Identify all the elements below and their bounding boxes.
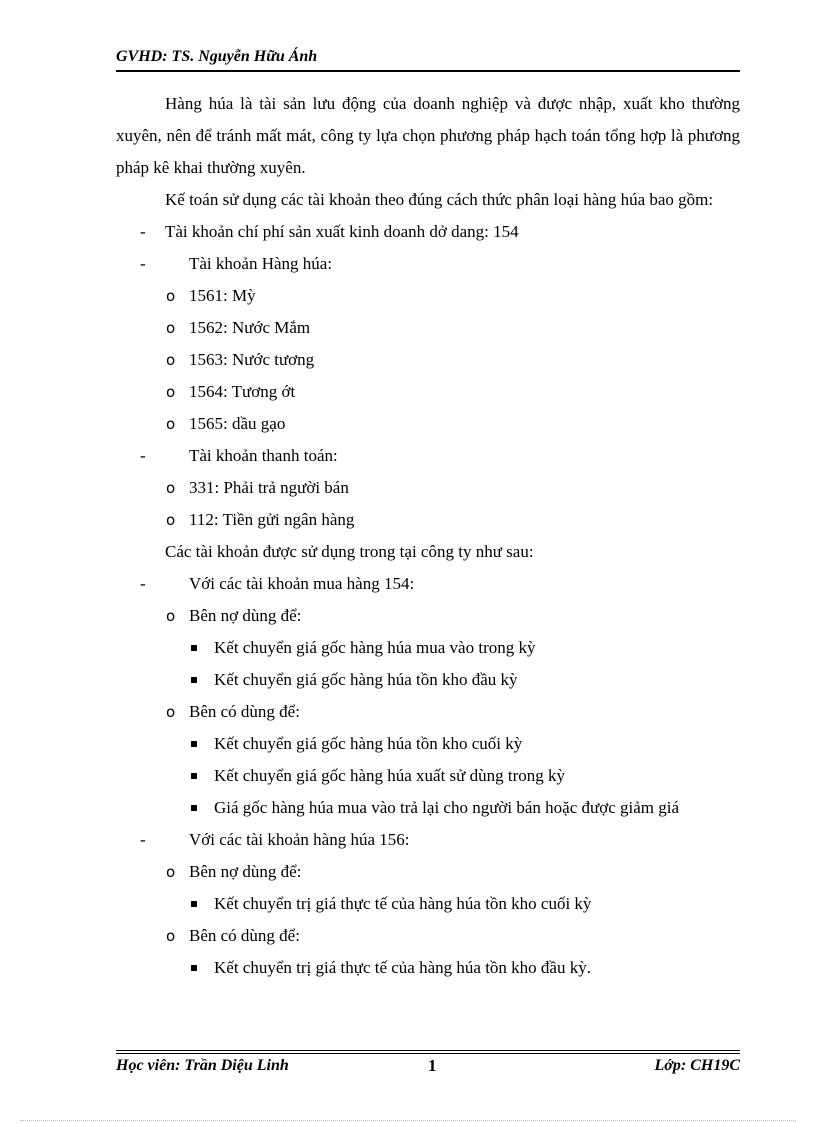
page-edge-divider bbox=[20, 1120, 796, 1121]
footer-rule bbox=[116, 1053, 740, 1054]
circle-bullet: o bbox=[166, 415, 176, 433]
sub-list-item bbox=[116, 376, 740, 408]
paragraph-text: Các tài khoản được sử dụng trong tại công ty như sau: bbox=[165, 542, 534, 561]
header-rule bbox=[116, 70, 740, 72]
square-bullet-icon bbox=[191, 901, 197, 907]
list-item-text: Tài khoản thanh toán: bbox=[189, 446, 338, 465]
dash-bullet: - bbox=[140, 254, 146, 273]
paragraph-accounts-intro: Kế toán sử dụng các tài khoản theo đúng cách thức phân loại hàng húa bao gồm: bbox=[165, 190, 714, 209]
sub-list-item-text: 1563: Nước tương bbox=[189, 350, 315, 369]
circle-bullet: o bbox=[166, 511, 176, 529]
page-header: GVHD: TS. Nguyễn Hữu Ánh bbox=[116, 48, 318, 65]
sub-sub-list-item-text: Kết chuyển giá gốc hàng húa mua vào trong kỳ bbox=[214, 638, 536, 657]
page-number: 1 bbox=[428, 1056, 437, 1075]
circle-bullet: o bbox=[166, 927, 176, 945]
sub-sub-list-item bbox=[116, 632, 740, 664]
square-bullet-icon bbox=[191, 677, 197, 683]
list-item bbox=[116, 568, 740, 600]
sub-list-item bbox=[116, 600, 740, 632]
sub-sub-list-item bbox=[116, 888, 740, 920]
sub-list-item bbox=[116, 696, 740, 728]
circle-bullet: o bbox=[166, 383, 176, 401]
sub-list-item-text: 1561: Mỳ bbox=[189, 286, 256, 305]
sub-list-item bbox=[116, 504, 740, 536]
dash-bullet: - bbox=[140, 574, 146, 593]
sub-list-item-text: Bên có dùng để: bbox=[189, 702, 300, 721]
sub-sub-list-item bbox=[116, 952, 740, 984]
page-footer bbox=[116, 1055, 740, 1077]
footer-class: Lớp: CH19C bbox=[654, 1057, 740, 1074]
sub-list-item bbox=[116, 472, 740, 504]
sub-list-item-text: Bên nợ dùng để: bbox=[189, 606, 302, 625]
sub-list-item-text: 112: Tiền gửi ngân hàng bbox=[189, 510, 355, 529]
circle-bullet: o bbox=[166, 319, 176, 337]
paragraph-accounts-used bbox=[116, 536, 740, 568]
circle-bullet: o bbox=[166, 863, 176, 881]
list-item-text: Tài khoản chí phí sản xuất kinh doanh dở dang: 154 bbox=[165, 222, 519, 241]
footer-student: Học viên: Trần Diệu Linh bbox=[116, 1057, 289, 1074]
dash-bullet: - bbox=[140, 446, 146, 465]
sub-sub-list-item-text: Kết chuyển trị giá thực tế của hàng húa tồn kho cuối kỳ bbox=[214, 894, 592, 913]
sub-sub-list-item bbox=[116, 792, 740, 824]
paragraph-goods-intro: Hàng húa là tài sản lưu động của doanh nghiệp và được nhập, xuất kho thường xuyên, nên để tránh mất mát, công ty lựa chọn phương pháp hạch toán tổng hợp là phương pháp kê khai thường xuyên. bbox=[116, 94, 740, 177]
sub-list-item bbox=[116, 280, 740, 312]
list-item bbox=[116, 216, 740, 248]
list-item bbox=[116, 248, 740, 280]
sub-list-item-text: Bên nợ dùng để: bbox=[189, 862, 302, 881]
sub-list-item bbox=[116, 408, 740, 440]
circle-bullet: o bbox=[166, 703, 176, 721]
sub-sub-list-item bbox=[116, 728, 740, 760]
sub-list-item bbox=[116, 312, 740, 344]
circle-bullet: o bbox=[166, 351, 176, 369]
list-item bbox=[116, 440, 740, 472]
sub-sub-list-item-text: Kết chuyển giá gốc hàng húa xuất sử dùng trong kỳ bbox=[214, 766, 566, 785]
circle-bullet: o bbox=[166, 287, 176, 305]
sub-list-item-text: Bên có dùng để: bbox=[189, 926, 300, 945]
dash-bullet: - bbox=[140, 222, 146, 241]
sub-list-item-text: 1565: dầu gạo bbox=[189, 414, 286, 433]
sub-list-item bbox=[116, 920, 740, 952]
square-bullet-icon bbox=[191, 773, 197, 779]
square-bullet-icon bbox=[191, 805, 197, 811]
sub-list-item bbox=[116, 856, 740, 888]
list-item bbox=[116, 824, 740, 856]
footer-rule bbox=[116, 1050, 740, 1051]
sub-sub-list-item-text: Kết chuyển giá gốc hàng húa tồn kho cuối kỳ bbox=[214, 734, 523, 753]
list-item-text: Với các tài khoản hàng húa 156: bbox=[189, 830, 410, 849]
sub-list-item-text: 1562: Nước Mắm bbox=[189, 318, 311, 337]
sub-sub-list-item-text: Giá gốc hàng húa mua vào trả lại cho người bán hoặc được giảm giá bbox=[214, 798, 680, 817]
circle-bullet: o bbox=[166, 479, 176, 497]
square-bullet-icon bbox=[191, 965, 197, 971]
sub-sub-list-item bbox=[116, 760, 740, 792]
list-item-text: Tài khoản Hàng húa: bbox=[189, 254, 333, 273]
list-item-text: Với các tài khoản mua hàng 154: bbox=[189, 574, 415, 593]
sub-list-item-text: 1564: Tương ớt bbox=[189, 382, 296, 401]
sub-sub-list-item bbox=[116, 664, 740, 696]
dash-bullet: - bbox=[140, 830, 146, 849]
sub-sub-list-item-text: Kết chuyển giá gốc hàng húa tồn kho đầu kỳ bbox=[214, 670, 518, 689]
sub-list-item-text: 331: Phải trả người bán bbox=[189, 478, 349, 497]
document-body bbox=[116, 88, 740, 984]
square-bullet-icon bbox=[191, 741, 197, 747]
sub-sub-list-item-text: Kết chuyển trị giá thực tế của hàng húa tồn kho đầu kỳ. bbox=[214, 958, 591, 977]
sub-list-item bbox=[116, 344, 740, 376]
circle-bullet: o bbox=[166, 607, 176, 625]
square-bullet-icon bbox=[191, 645, 197, 651]
